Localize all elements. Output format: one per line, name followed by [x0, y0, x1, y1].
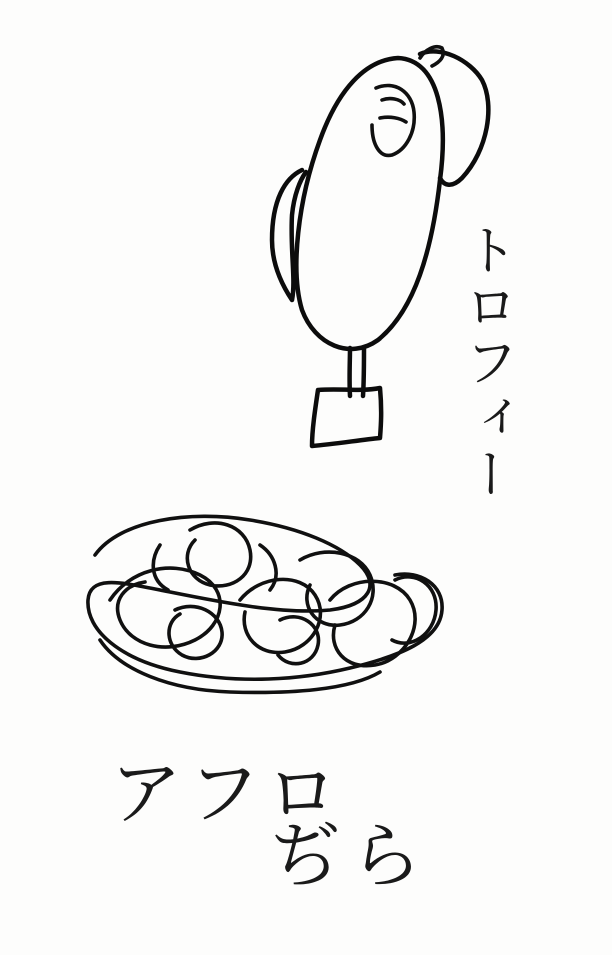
- trophy-body: [296, 58, 442, 349]
- afro-scribble-d: [330, 577, 436, 666]
- trophy-face: [372, 85, 414, 155]
- trophy-handle-right: [420, 51, 488, 184]
- trophy-caption: トロフィー: [456, 222, 519, 502]
- afro-scribble-c: [240, 552, 373, 652]
- afro-caption-line1: アフロ: [110, 751, 345, 835]
- afro-scribble-a: [88, 516, 442, 679]
- afro-sketch: [88, 516, 442, 692]
- afro-caption-line2: ぢら: [270, 814, 431, 898]
- trophy-base: [312, 388, 381, 446]
- afro-scribble-b: [110, 523, 251, 647]
- trophy-handle-left: [272, 170, 306, 300]
